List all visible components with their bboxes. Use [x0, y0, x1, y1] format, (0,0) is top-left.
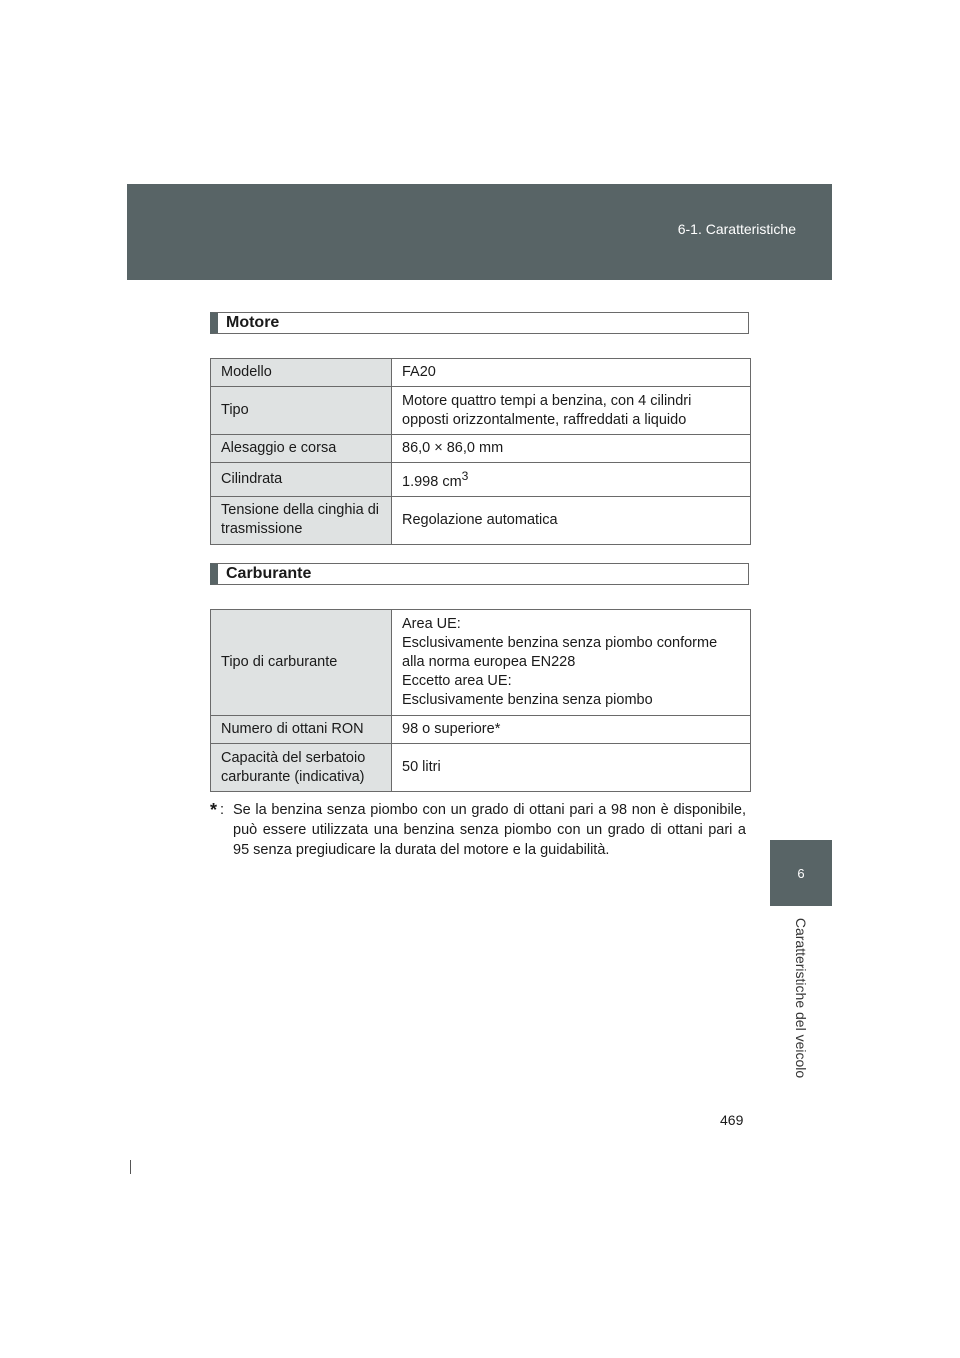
spec-key: Capacità del serbatoio carburante (indicativa)	[211, 744, 392, 792]
fuel-section-title: Carburante	[210, 563, 749, 585]
spec-key: Modello	[211, 359, 392, 387]
spec-key: Cilindrata	[211, 463, 392, 497]
fuel-spec-table	[210, 609, 751, 792]
table-row	[211, 435, 751, 463]
spec-value: Motore quattro tempi a benzina, con 4 cilindri opposti orizzontalmente, raffreddati a liquido	[392, 387, 751, 435]
table-row	[211, 463, 751, 497]
table-row	[211, 387, 751, 435]
spec-value: Regolazione automatica	[392, 496, 751, 544]
spec-key: Numero di ottani RON	[211, 716, 392, 744]
displacement-value: 1.998 cm	[402, 473, 462, 490]
displacement-unit-exponent: 3	[461, 469, 469, 483]
spec-value: 98 o superiore*	[392, 716, 751, 744]
spec-value: FA20	[392, 359, 751, 387]
spec-key: Tipo	[211, 387, 392, 435]
spec-value	[392, 463, 751, 497]
footnote	[210, 800, 746, 860]
footnote-asterisk: *	[210, 800, 218, 820]
chapter-tab	[770, 840, 832, 906]
footnote-colon: :	[220, 802, 225, 818]
spec-key: Tensione della cinghia di trasmissione	[211, 496, 392, 544]
page-number: 469	[720, 1112, 744, 1128]
spec-value: 86,0 × 86,0 mm	[392, 435, 751, 463]
spec-value: 50 litri	[392, 744, 751, 792]
chapter-label: Caratteristiche del veicolo	[793, 917, 809, 1079]
section-title-header: 6-1. Caratteristiche	[677, 221, 796, 237]
fuel-type-line: Esclusivamente benzina senza piombo conforme alla norma europea EN228	[402, 635, 718, 670]
fuel-type-line: Eccetto area UE:	[402, 673, 512, 689]
fuel-type-line: Area UE:	[402, 616, 461, 632]
table-row	[211, 610, 751, 716]
footnote-text: Se la benzina senza piombo con un grado di ottani pari a 98 non è disponibile, può essere utilizzata una benzina senza piombo con un grado di ottani pari a 95 senza pregiudicare la durata del motore e la guidabilità.	[233, 802, 746, 858]
chapter-number: 6	[797, 866, 805, 881]
header-bar	[127, 184, 832, 280]
table-row	[211, 716, 751, 744]
table-row	[211, 744, 751, 792]
spec-value	[392, 610, 751, 716]
crop-mark	[130, 1160, 131, 1174]
engine-spec-table	[210, 358, 751, 545]
table-row	[211, 359, 751, 387]
table-row	[211, 496, 751, 544]
fuel-type-line: Esclusivamente benzina senza piombo	[402, 692, 653, 708]
spec-key: Tipo di carburante	[211, 610, 392, 716]
spec-key: Alesaggio e corsa	[211, 435, 392, 463]
engine-section-title: Motore	[210, 312, 749, 334]
